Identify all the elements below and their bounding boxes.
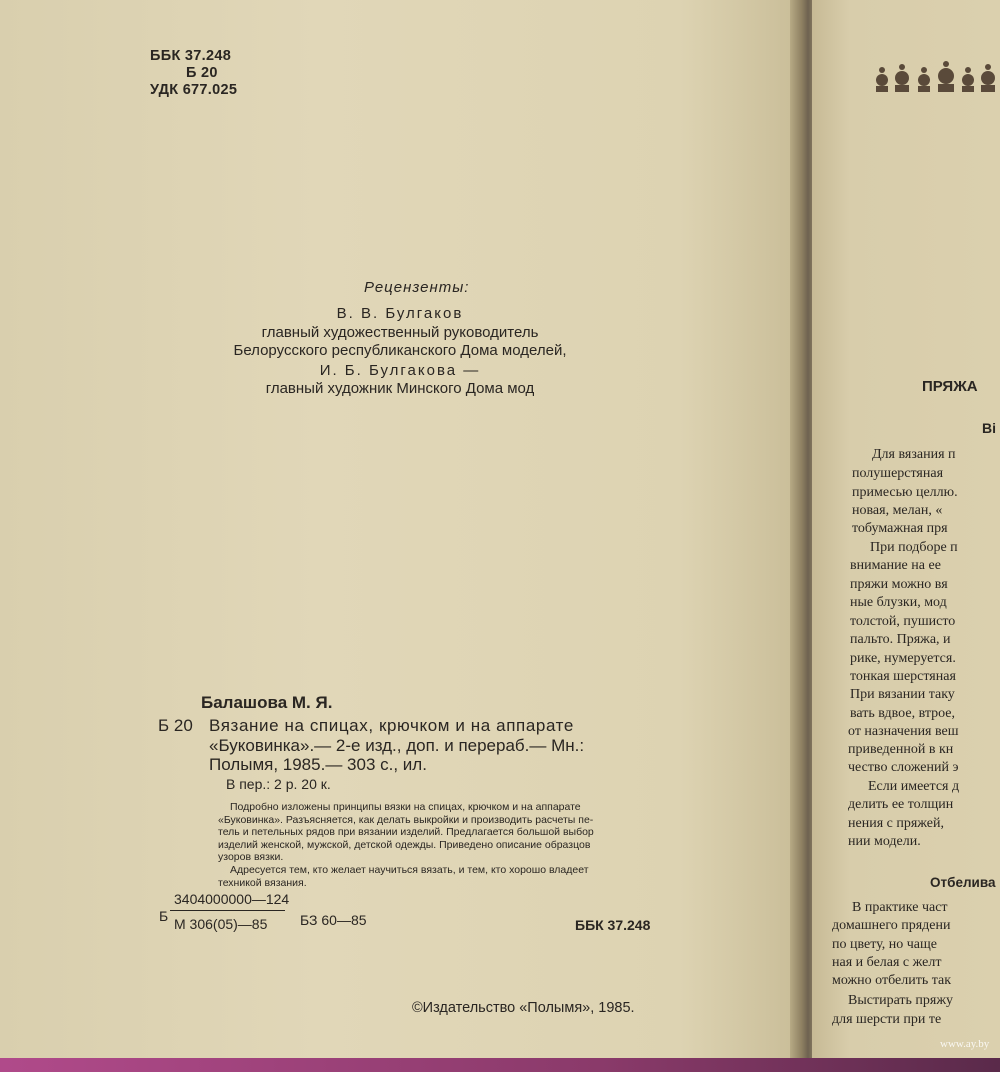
text-line: домашнего прядени xyxy=(832,918,951,933)
text-line: внимание на ее xyxy=(850,558,941,573)
text-line: Если имеется д xyxy=(868,779,960,794)
text-line: рике, нумеруется. xyxy=(850,651,956,666)
b-code: Б 20 xyxy=(186,65,218,81)
annotation-line: Адресуется тем, кто желает научиться вязать, и тем, кто хорошо владеет xyxy=(230,863,589,876)
text-line: полушерстяная xyxy=(852,466,944,481)
section-heading: Отбелива xyxy=(930,875,996,890)
annotation-line: узоров вязки. xyxy=(218,851,284,864)
bib-line: «Буковинка».— 2-е изд., доп. и перераб.— Мн.: xyxy=(209,735,585,755)
text-line: Выстирать пряжу xyxy=(848,993,954,1008)
text-line: можно отбелить так xyxy=(832,973,952,988)
catalog-prefix: Б xyxy=(159,908,169,924)
copyright: ©Издательство «Полымя», 1985. xyxy=(412,1000,635,1016)
text-line: ная и белая с желт xyxy=(832,955,942,970)
text-line: нии модели. xyxy=(848,834,921,849)
text-line: ные блузки, мод xyxy=(850,595,947,610)
text-line: пряжи можно вя xyxy=(850,577,948,592)
text-line: толстой, пушисто xyxy=(850,614,956,629)
price: В пер.: 2 р. 20 к. xyxy=(226,776,331,792)
catalog-code-top: 3404000000—124 xyxy=(174,891,290,907)
text-line: для шерсти при те xyxy=(832,1012,942,1027)
bibliographic-record xyxy=(209,716,584,775)
text-line: делить ее толщин xyxy=(848,797,954,812)
text-line: пальто. Пряжа, и xyxy=(850,632,951,647)
right-heading: ПРЯЖА xyxy=(922,378,978,395)
bib-line: Полымя, 1985.— 303 с., ил. xyxy=(209,755,427,774)
bbk-code: ББК 37.248 xyxy=(150,48,232,64)
text-line: приведенной в кн xyxy=(848,742,954,757)
text-line: нения с пряжей, xyxy=(848,816,944,831)
text-line: При подборе п xyxy=(870,540,958,555)
text-line: В практике част xyxy=(852,900,948,915)
text-line: Для вязания п xyxy=(872,447,956,462)
text-line: тонкая шерстяная xyxy=(850,669,956,684)
text-line: вать вдвое, втрое, xyxy=(850,706,955,721)
bib-line: Вязание на спицах, крючком и на аппарате xyxy=(209,716,574,735)
annotation-line: «Буковинка». Разъясняется, как делать выкройки и производить расчеты пе- xyxy=(218,813,594,826)
classification-codes xyxy=(150,48,237,99)
udk-code: УДК 677.025 xyxy=(150,82,238,98)
text-line: чество сложений э xyxy=(848,760,959,775)
decorative-ornament-icon xyxy=(872,58,1000,98)
annotation-line: Подробно изложены принципы вязки на спицах, крючком и на аппарате xyxy=(230,801,581,813)
text-line: от назначения веш xyxy=(848,724,959,739)
reviewer-2-role: главный художник Минского Дома мод xyxy=(265,380,535,397)
right-page xyxy=(812,0,1000,1072)
annotation-line: тель и петельных рядов при вязании изделий. Предлагается большой выбор xyxy=(218,826,594,839)
catalog-code-bottom: М 306(05)—85 xyxy=(174,916,268,932)
annotation xyxy=(218,801,666,889)
text-line: тобумажная пря xyxy=(852,521,948,536)
catalog-fraction-line xyxy=(170,910,285,911)
watermark: www.ay.by xyxy=(940,1038,990,1050)
reviewer-2-name: И. Б. Булгакова — xyxy=(319,362,481,379)
author-name: Балашова М. Я. xyxy=(201,693,333,712)
reviewer-1-role: главный художественный руководитель xyxy=(261,324,539,341)
text-line: по цвету, но чаще xyxy=(832,937,937,952)
text-line: При вязании таку xyxy=(850,687,955,702)
reviewer-1-org: Белорусского республиканского Дома моделей, xyxy=(233,342,567,359)
catalog-bz: БЗ 60—85 xyxy=(300,912,367,928)
annotation-line: техникой вязания. xyxy=(218,876,307,889)
background-fabric xyxy=(0,1058,1000,1072)
reviewers-title: Рецензенты: xyxy=(364,279,470,296)
catalog-bbk: ББК 37.248 xyxy=(575,917,651,933)
text-line: примесью целлю. xyxy=(852,485,958,500)
class-mark: Б 20 xyxy=(158,716,193,735)
right-subheading: Ві xyxy=(982,420,996,436)
text-line: новая, мелан, « xyxy=(852,503,943,518)
reviewer-1-name: В. В. Булгаков xyxy=(336,305,464,322)
annotation-line: изделий женской, мужской, детской одежды. Приведено описание образцов xyxy=(218,838,591,851)
